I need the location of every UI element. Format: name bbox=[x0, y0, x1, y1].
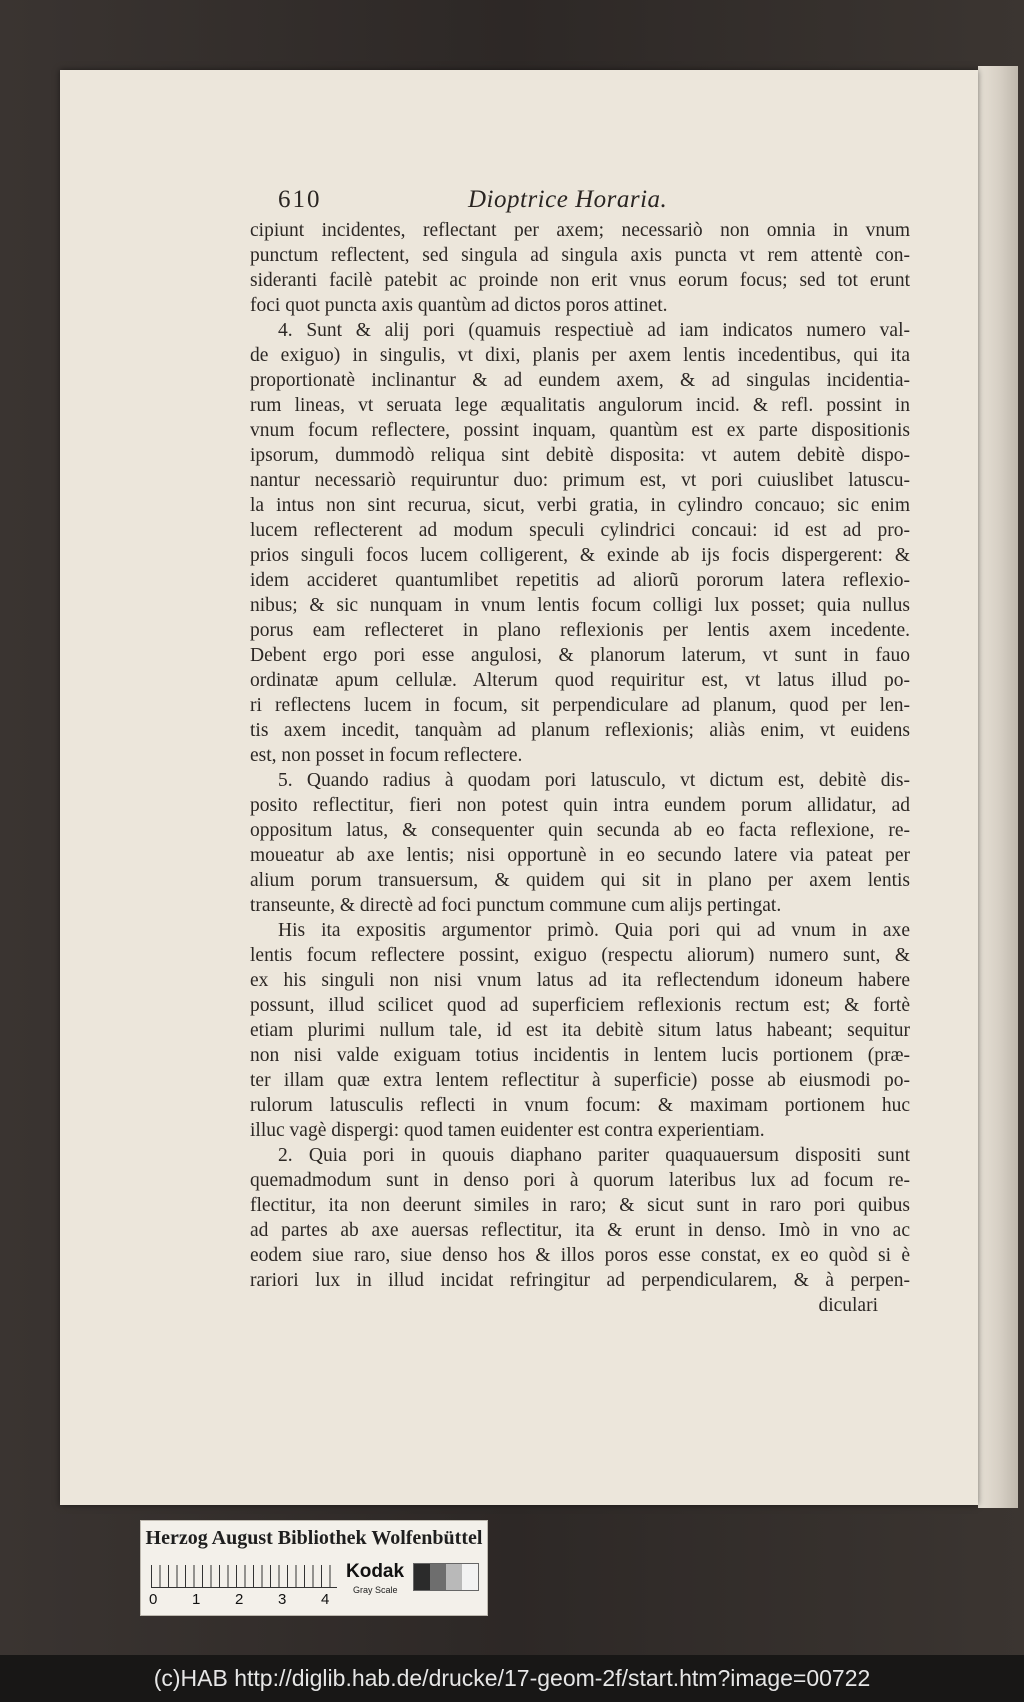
ruler-label: 1 bbox=[192, 1591, 201, 1608]
text-line: ex his singuli non nisi vnum latus ad ita reflectendum idoneum habere bbox=[250, 970, 910, 991]
text-line: vnum focum reflectere, possint inquam, quantùm est ex parte dispositionis bbox=[250, 420, 910, 441]
facing-page-edge bbox=[978, 66, 1018, 1508]
text-line: proportionatè inclinantur & ad eundem axem, & ad singulas incidentia- bbox=[250, 370, 910, 391]
gray-swatch bbox=[414, 1564, 430, 1590]
text-line: nantur necessariò requiruntur duo: primum est, vt pori cuiuslibet latuscu- bbox=[250, 470, 910, 491]
text-line: 4. Sunt & alij pori (quamuis respectiuè ad iam indicatos numero val- bbox=[278, 320, 910, 341]
text-line: ri reflectens lucem in focum, sit perpendiculare ad planum, quod per len- bbox=[250, 695, 910, 716]
text-line: sideranti facilè patebit ac proinde non erit vnus eorum focus; sed tot erunt bbox=[250, 270, 910, 291]
text-line: lentis focum reflectere possint, exiguo (respectu aliorum) numero sunt, & bbox=[250, 945, 910, 966]
gray-scale-label: Gray Scale bbox=[353, 1585, 398, 1595]
text-line: 2. Quia pori in quouis diaphano pariter quaquauersum dispositi sunt bbox=[278, 1145, 910, 1166]
source-citation: (c)HAB http://diglib.hab.de/drucke/17-geom-2f/start.htm?image=00722 bbox=[153, 1665, 871, 1691]
text-line: posito reflectitur, fieri non potest quin intra eundem porum allidatur, ad bbox=[250, 795, 910, 816]
text-line: cipiunt incidentes, reflectant per axem; necessariò non omnia in vnum bbox=[250, 220, 910, 241]
text-line: etiam plurimi nullum tale, id est ita debitè situm latus habeant; sequitur bbox=[250, 1020, 910, 1041]
text-line: transeunte, & directè ad foci punctum commune cum alijs pertingat. bbox=[250, 895, 782, 916]
text-line: prios singuli focos lucem colligerent, & exinde ab ijs focis dispergerent: & bbox=[250, 545, 910, 566]
page-header bbox=[278, 186, 718, 220]
text-line: possunt, illud scilicet quod ad superficiem reflexionis rectum est; & fortè bbox=[250, 995, 910, 1016]
text-line: foci quot puncta axis quantùm ad dictos poros attinet. bbox=[250, 295, 668, 316]
color-target bbox=[140, 1520, 488, 1616]
text-line: la intus non sint recurua, sicut, verbi gratia, in cylindro concauo; sic enim bbox=[250, 495, 910, 516]
page-number: 610 bbox=[278, 186, 322, 213]
text-line: idem accideret quantumlibet repetitis ad aliorũ pororum latera reflexio- bbox=[250, 570, 910, 591]
text-line: Debent ergo pori esse angulosi, & planorum laterum, vt sunt in fauo bbox=[250, 645, 910, 666]
text-line: eodem siue raro, siue denso hos & illos poros esse constat, ex eo quòd si è bbox=[250, 1245, 910, 1266]
ruler-label: 3 bbox=[278, 1591, 287, 1608]
text-line: quemadmodum sunt in denso pori à quorum lateribus lux ad focum re- bbox=[250, 1170, 910, 1191]
text-line: flectitur, ita non deerunt similes in raro; & sicut sunt in raro pori quibus bbox=[250, 1195, 910, 1216]
text-line: porus eam reflecteret in plano reflexionis per lentis axem incedente. bbox=[250, 620, 910, 641]
body-text bbox=[250, 218, 910, 1318]
text-line: ordinatæ apum cellulæ. Alterum quod requiritur est, vt latus illud po- bbox=[250, 670, 910, 691]
ruler-labels bbox=[149, 1591, 349, 1611]
catchword: diculari bbox=[818, 1295, 878, 1316]
text-line: moueatur ab axe lentis; nisi opportunè in eo secundo latere via pateat per bbox=[250, 845, 910, 866]
text-line: non nisi valde exiguam totius incidentis in lentem lucis portionem (præ- bbox=[250, 1045, 910, 1066]
text-line: tis axem incedit, tanquàm ad planum reflexionis; aliàs enim, vt euidens bbox=[250, 720, 910, 741]
text-line: rum lineas, vt seruata lege æqualitatis angulorum incid. & refl. possint in bbox=[250, 395, 910, 416]
text-line: rariori lux in illud incidat refringitur ad perpendicularem, & à perpen- bbox=[250, 1270, 910, 1291]
text-line: ipsorum, dummodò reliqua sint debitè disposita: vt autem debitè dispo- bbox=[250, 445, 910, 466]
text-line: punctum reflectent, sed singula ad singula axis puncta vt rem attentè con- bbox=[250, 245, 910, 266]
library-name: Herzog August Bibliothek Wolfenbüttel bbox=[145, 1527, 483, 1549]
gray-swatch bbox=[446, 1564, 462, 1590]
text-line: His ita expositis argumentor primò. Quia pori qui ad vnum in axe bbox=[278, 920, 910, 941]
gray-swatch bbox=[430, 1564, 446, 1590]
gray-swatch bbox=[462, 1564, 478, 1590]
text-line: oppositum latus, & consequenter quin secunda ab eo facta reflexione, re- bbox=[250, 820, 910, 841]
text-line: rulorum latusculis reflecti in vnum focum: & maximam portionem huc bbox=[250, 1095, 910, 1116]
text-line: de exiguo) in singulis, vt dixi, planis per axem lentis incedentibus, qui ita bbox=[250, 345, 910, 366]
ruler-scale bbox=[151, 1565, 337, 1588]
ruler-label: 4 bbox=[321, 1591, 330, 1608]
footer-bar bbox=[0, 1655, 1024, 1702]
text-line: 5. Quando radius à quodam pori latusculo, vt dictum est, debitè dis- bbox=[278, 770, 910, 791]
text-line: ter illam quæ extra lentem reflectitur à superficie) posse ab eiusmodi po- bbox=[250, 1070, 910, 1091]
text-line: nibus; & sic nunquam in vnum lentis focum colligi lux posset; quia nullus bbox=[250, 595, 910, 616]
text-line: lucem reflecterent ad modum speculi cylindrici concaui: id est ad pro- bbox=[250, 520, 910, 541]
ruler-label: 2 bbox=[235, 1591, 244, 1608]
text-line: ad partes ab axe auersas reflectitur, ita & erunt in denso. Imò in vno ac bbox=[250, 1220, 910, 1241]
text-line: est, non posset in focum reflectere. bbox=[250, 745, 523, 766]
ruler-label: 0 bbox=[149, 1591, 158, 1608]
text-line: alium porum transuersum, & quidem qui sit in plano per axem lentis bbox=[250, 870, 910, 891]
kodak-logo: Kodak bbox=[346, 1561, 405, 1582]
gray-swatches bbox=[413, 1563, 479, 1591]
text-line: illuc vagè dispergi: quod tamen euidenter est contra experientiam. bbox=[250, 1120, 765, 1141]
running-title: Dioptrice Horaria. bbox=[468, 186, 668, 213]
